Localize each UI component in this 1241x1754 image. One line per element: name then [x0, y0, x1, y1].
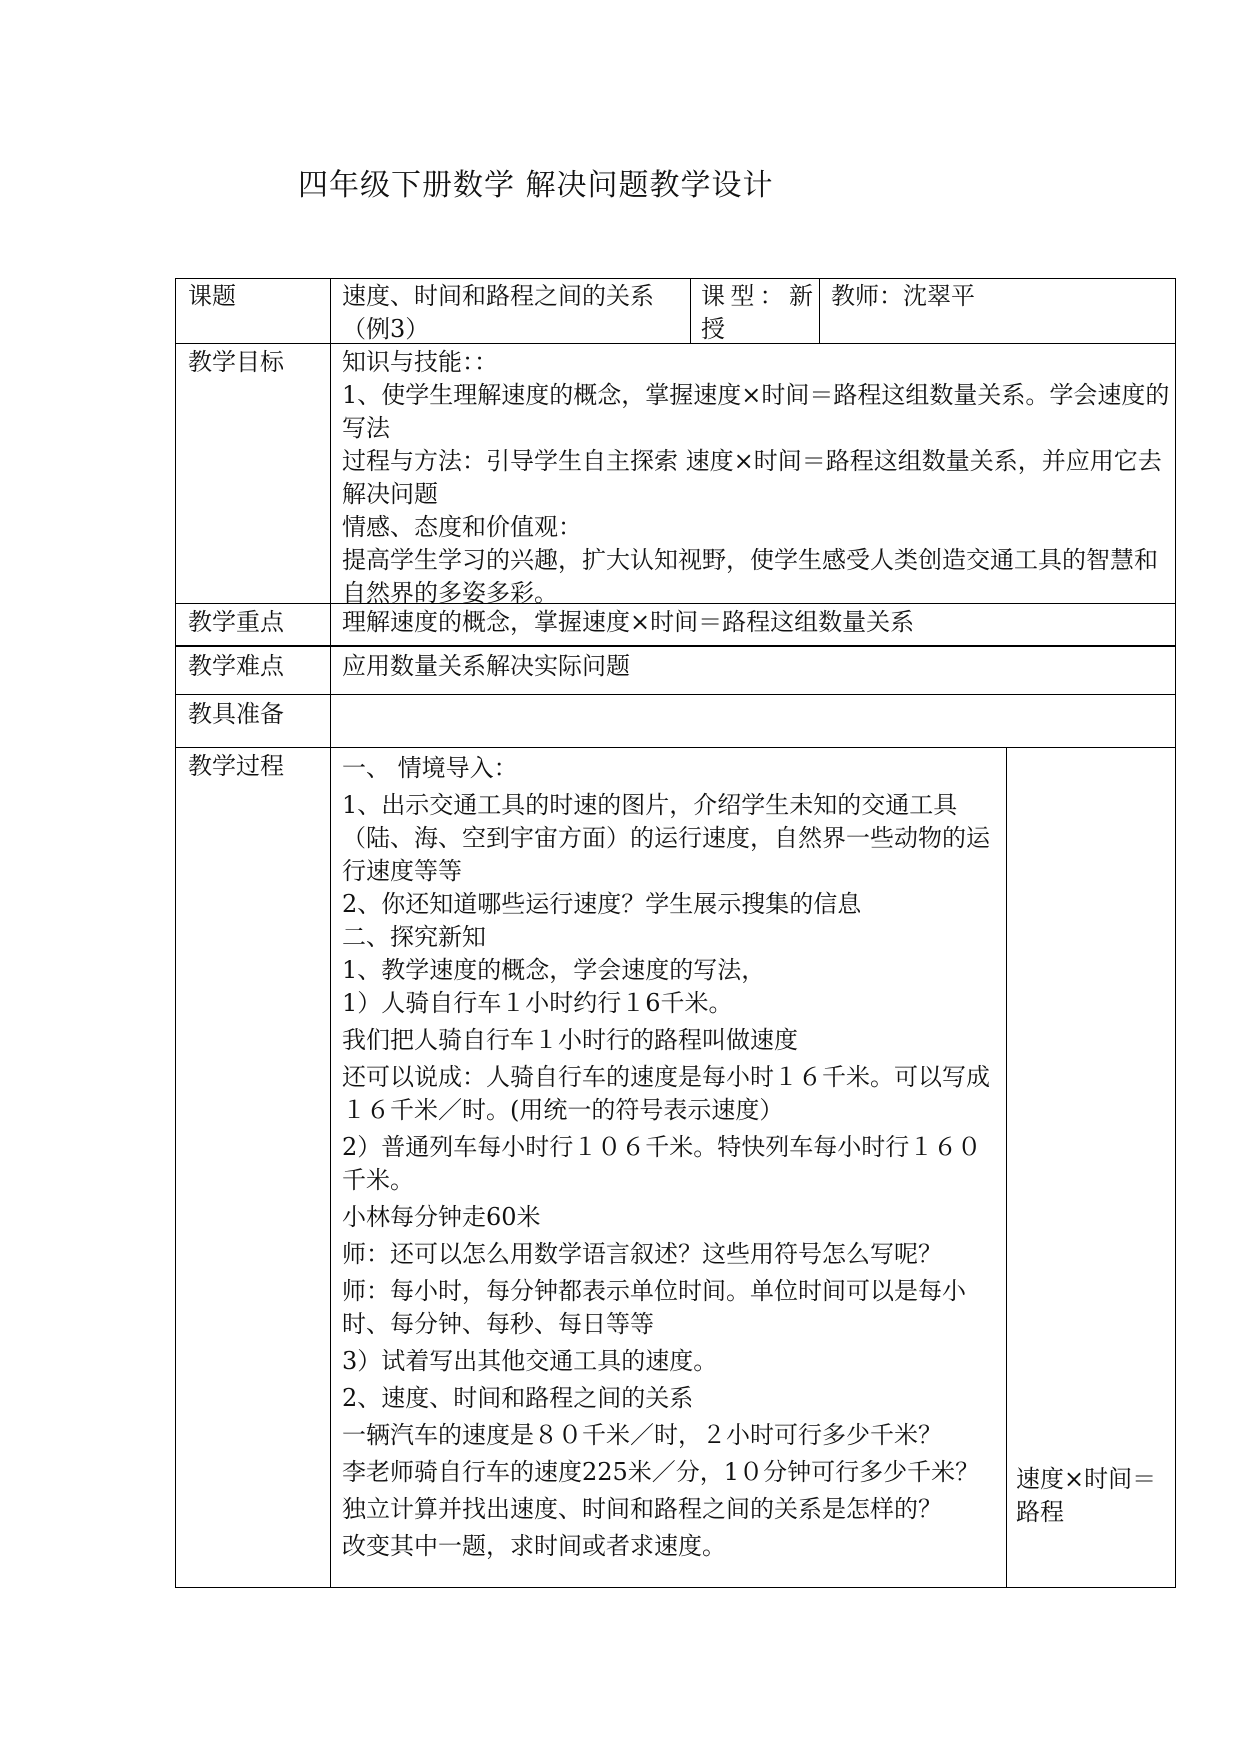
subject-value-text: 速度、时间和路程之间的关系（例3）: [342, 282, 654, 343]
process-line: 二、探究新知: [342, 923, 486, 951]
process-line: 2、速度、时间和路程之间的关系: [342, 1384, 694, 1412]
keypoint-value: [342, 606, 1170, 639]
process-line: 1、出示交通工具的时速的图片，介绍学生未知的交通工具（陆、海、空到宇宙方面）的运行速度，自然界一些动物的运行速度等等: [342, 791, 990, 885]
process-line: 李老师骑自行车的速度225米／分，1０分钟可行多少千米？: [342, 1458, 980, 1486]
process-line: 一辆汽车的速度是８０千米／时，２小时可行多少千米？: [342, 1421, 942, 1449]
difficulty-label-text: 教学难点: [188, 652, 284, 680]
keypoint-label-text: 教学重点: [188, 608, 284, 636]
subject-label-text: 课题: [188, 282, 236, 310]
process-line: 我们把人骑自行车１小时行的路程叫做速度: [342, 1026, 798, 1054]
process-line: 师：每小时，每分钟都表示单位时间。单位时间可以是每小时、每分钟、每秒、每日等等: [342, 1277, 966, 1338]
process-line: 还可以说成：人骑自行车的速度是每小时１６千米。可以写成１６千米／时。(用统一的符号表示速度）: [342, 1063, 990, 1124]
side-note-column-divider: [1006, 747, 1007, 1588]
process-line: 改变其中一题，求时间或者求速度。: [342, 1532, 726, 1560]
process-label: [188, 750, 323, 783]
process-side-note: [1016, 1463, 1168, 1529]
teacher: [831, 280, 1161, 313]
process-line: 2、你还知道哪些运行速度？学生展示搜集的信息: [342, 890, 862, 918]
objectives-label-text: 教学目标: [188, 348, 284, 376]
objective-line: 情感、态度和价值观：: [342, 513, 582, 541]
objective-line: 1、使学生理解速度的概念，掌握速度×时间＝路程这组数量关系。学会速度的写法: [342, 381, 1170, 442]
label-column-divider: [330, 278, 331, 1588]
type-column-divider: [690, 278, 691, 344]
process-line: 师：还可以怎么用数学语言叙述？这些用符号怎么写呢？: [342, 1240, 942, 1268]
objectives-label: [188, 346, 323, 379]
tools-label-text: 教具准备: [188, 700, 284, 728]
subject-value: [342, 280, 684, 346]
keypoint-label: [188, 606, 323, 639]
row-divider-tools: [175, 694, 1176, 695]
document-title: 四年级下册数学 解决问题教学设计: [298, 168, 774, 203]
row-divider-difficulty: [175, 645, 1176, 647]
process-line: 一、 情境导入：: [342, 754, 518, 782]
process-label-text: 教学过程: [188, 752, 284, 780]
subject-label: [188, 280, 323, 313]
difficulty-label: [188, 650, 323, 683]
process-line: 1）人骑自行车１小时约行１6千米。: [342, 989, 733, 1017]
process-content: [342, 752, 1000, 1563]
teacher-text: 教师：沈翠平: [831, 282, 975, 310]
lesson-type: [701, 280, 813, 346]
tools-label: [188, 698, 323, 731]
process-line: 3）试着写出其他交通工具的速度。: [342, 1347, 718, 1375]
process-line: 小林每分钟走60米: [342, 1203, 541, 1231]
table-border-left: [175, 278, 176, 1588]
objectives-content: [342, 346, 1170, 610]
process-line: 1、教学速度的概念，学会速度的写法，: [342, 956, 766, 984]
table-border-bottom: [175, 1587, 1176, 1588]
table-border-top: [175, 278, 1176, 279]
row-divider-process: [175, 747, 1176, 748]
objective-line: 过程与方法：引导学生自主探索 速度×时间＝路程这组数量关系，并应用它去解决问题: [342, 447, 1162, 508]
difficulty-value: [342, 650, 1170, 683]
teacher-column-divider: [819, 278, 820, 344]
process-line: 独立计算并找出速度、时间和路程之间的关系是怎样的？: [342, 1495, 942, 1523]
objective-line: 知识与技能：：: [342, 348, 498, 376]
table-border-right: [1175, 278, 1176, 1588]
difficulty-value-text: 应用数量关系解决实际问题: [342, 652, 630, 680]
objective-line: 提高学生学习的兴趣，扩大认知视野，使学生感受人类创造交通工具的智慧和自然界的多姿多彩。: [342, 546, 1158, 607]
process-line: 2）普通列车每小时行１０６千米。特快列车每小时行１６０千米。: [342, 1133, 982, 1194]
lesson-type-text: 课型：新授: [701, 282, 813, 343]
keypoint-value-text: 理解速度的概念，掌握速度×时间＝路程这组数量关系: [342, 608, 915, 636]
process-side-note-text: 速度×时间＝路程: [1016, 1465, 1157, 1526]
